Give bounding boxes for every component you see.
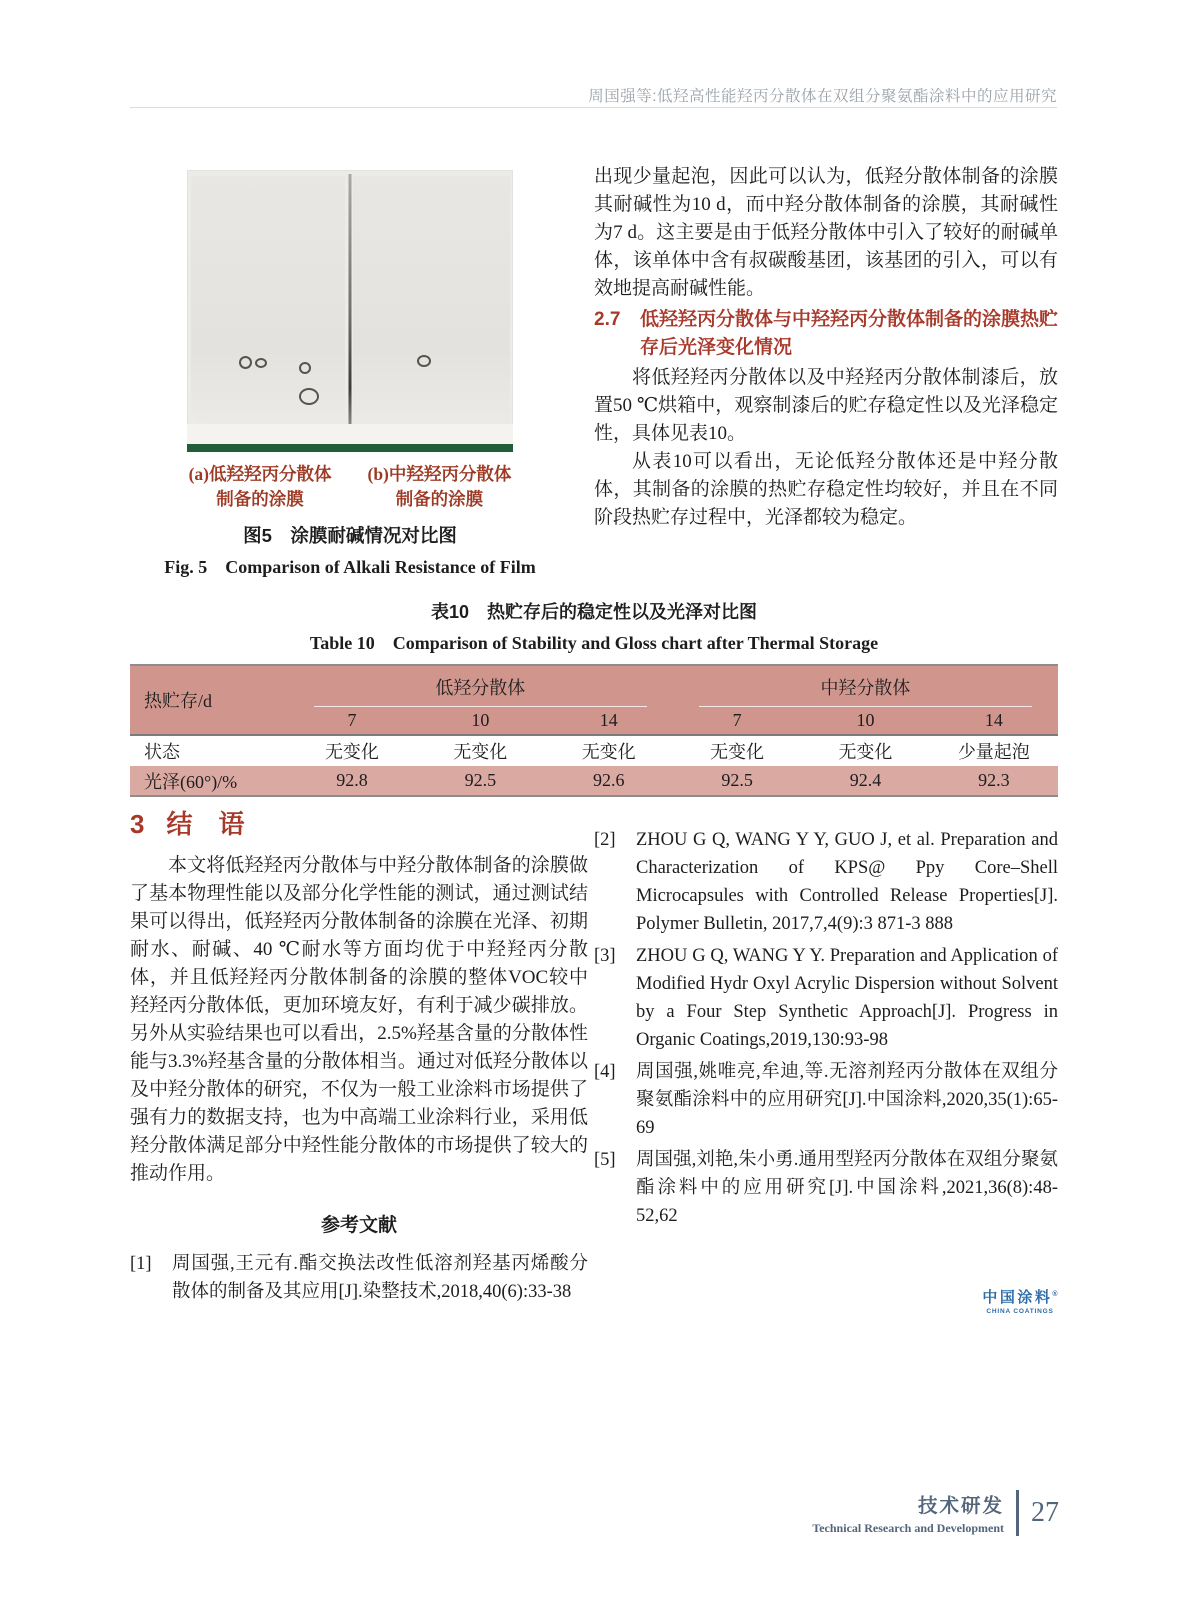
section-title: 结 语 (166, 809, 245, 839)
pen-mark (255, 358, 267, 368)
table-10-block (130, 598, 1058, 797)
pen-mark (299, 362, 311, 374)
section-number: 3 (130, 809, 145, 839)
pen-mark (299, 388, 319, 405)
subcaption-a: (a)低羟羟丙分散体 制备的涂膜 (188, 464, 332, 510)
reference-item-4 (594, 1058, 1058, 1142)
paragraph-storage-1: 将低羟羟丙分散体以及中羟羟丙分散体制漆后，放置50 ℃烘箱中，观察制漆后的贮存稳定性以及光泽稳定性，具体见表10。 (594, 367, 1058, 444)
table-10 (130, 664, 1058, 797)
green-edge-strip (187, 444, 513, 452)
subcaption-b: (b)中羟羟丙分散体 制备的涂膜 (367, 464, 512, 510)
film-panel-left (191, 176, 345, 424)
group-low-oh: 低羟分散体 (288, 665, 673, 707)
table-10-title-cn: 表10 热贮存后的稳定性以及光泽对比图 (430, 602, 758, 622)
references-heading: 参考文献 (320, 1215, 397, 1236)
table-corner-cell: 热贮存/d (130, 665, 288, 735)
pen-mark (239, 356, 252, 369)
reference-number: [1] (130, 1254, 152, 1274)
footer-section-labels (812, 1490, 1004, 1536)
table-row-state: 状态 无变化 无变化 无变化 无变化 无变化 少量起泡 (130, 735, 1058, 766)
figure-5 (130, 170, 570, 579)
registered-mark-icon: ® (1052, 1291, 1058, 1298)
china-coatings-logo (972, 1286, 1068, 1315)
reference-item-3 (594, 942, 1058, 1054)
reference-text: ZHOU G Q, WANG Y Y, GUO J, et al. Preparation and Characterization of KPS@ Ppy Core–Shell Microcapsules with Controlled Release Properties[J]. Polymer Bulletin, 2017,7,4(9):3 871-3 888 (636, 830, 1058, 934)
reference-number: [4] (594, 1062, 616, 1082)
logo-name-en: CHINA COATINGS (986, 1308, 1054, 1315)
figure-5-caption-cn: 图5 涂膜耐碱情况对比图 (243, 524, 457, 546)
column-right-bottom (594, 826, 1058, 1234)
panel-divider-line (349, 174, 352, 426)
logo-name-cn: 中国涂料® (982, 1289, 1058, 1306)
reference-item-1 (130, 1250, 588, 1306)
pen-mark (417, 355, 431, 367)
reference-item-5 (594, 1146, 1058, 1230)
figure-5-photo (187, 170, 513, 452)
footer-section-cn: 技术研发 (917, 1495, 1004, 1517)
section-title: 低羟羟丙分散体与中羟羟丙分散体制备的涂膜热贮存后光泽变化情况 (640, 309, 1059, 358)
table-header-days: 7 10 14 7 10 14 (130, 707, 1058, 735)
running-head: 周国强等:低羟高性能羟丙分散体在双组分聚氨酯涂料中的应用研究 (588, 88, 1057, 105)
table-edge-strip (187, 424, 513, 444)
figure-5-caption-en: Fig. 5 Comparison of Alkali Resistance of Film (164, 556, 536, 577)
table-row-gloss: 光泽(60°)/% 92.8 92.5 92.6 92.5 92.4 92.3 (130, 766, 1058, 796)
reference-text: 周国强,王元有.酯交换法改性低溶剂羟基丙烯酸分散体的制备及其应用[J].染整技术,2018,40(6):33-38 (172, 1254, 588, 1302)
column-left-bottom (130, 810, 588, 1310)
reference-number: [3] (594, 946, 616, 966)
footer-section-en: Technical Research and Development (812, 1521, 1004, 1535)
header-divider (130, 107, 1057, 108)
section-number: 2.7 (594, 309, 621, 330)
footer-divider-bar (1016, 1490, 1019, 1536)
page-number: 27 (1031, 1497, 1059, 1528)
paragraph-alkali: 出现少量起泡，因此可以认为，低羟分散体制备的涂膜其耐碱性为10 d，而中羟分散体制备的涂膜，其耐碱性为7 d。这主要是由于低羟分散体中引入了较好的耐碱单体，该单体中含有叔碳酸基团，该基团的引入，可以有效地提高耐碱性能。 (594, 166, 1058, 299)
reference-item-2 (594, 826, 1058, 938)
paragraph-storage-2: 从表10可以看出，无论低羟分散体还是中羟分散体，其制备的涂膜的热贮存稳定性均较好，并且在不同阶段热贮存过程中，光泽都较为稳定。 (594, 451, 1058, 528)
section-2-7-heading (594, 306, 1058, 362)
column-right-top (594, 163, 1058, 532)
reference-text: ZHOU G Q, WANG Y Y. Preparation and Application of Modified Hydr Oxyl Acrylic Dispersion without Solvent by a Four Step Synthetic Approach[J]. Progress in Organic Coatings,2019,130:93-98 (636, 946, 1058, 1050)
table-header-groups (130, 665, 1058, 707)
page-footer (812, 1490, 1059, 1536)
conclusion-paragraph: 本文将低羟羟丙分散体与中羟分散体制备的涂膜做了基本物理性能以及部分化学性能的测试，通过测试结果可以得出，低羟羟丙分散体制备的涂膜在光泽、初期耐水、耐碱、40 ℃耐水等方面均优于中羟羟丙分散体，并且低羟羟丙分散体制备的涂膜的整体VOC较中羟羟丙分散体低，更加环境友好，有利于减少碳排放。另外从实验结果也可以看出，2.5%羟基含量的分散体性能与3.3%羟基含量的分散体相当。通过对低羟分散体以及中羟分散体的研究，不仅为一般工业涂料市场提供了强有力的数据支持，也为中高端工业涂料行业，采用低羟分散体满足部分中羟性能分散体的市场提供了较大的推动作用。 (130, 855, 588, 1184)
table-10-title-en: Table 10 Comparison of Stability and Gloss chart after Thermal Storage (309, 633, 879, 653)
group-mid-oh: 中羟分散体 (673, 665, 1058, 707)
film-panel-right (353, 176, 510, 424)
reference-text: 周国强,姚唯亮,牟迪,等.无溶剂羟丙分散体在双组分聚氨酯涂料中的应用研究[J].中国涂料,2020,35(1):65-69 (636, 1062, 1058, 1138)
reference-number: [2] (594, 830, 616, 850)
section-3-heading (130, 810, 588, 838)
reference-text: 周国强,刘艳,朱小勇.通用型羟丙分散体在双组分聚氨酯涂料中的应用研究[J].中国涂料,2021,36(8):48-52,62 (636, 1150, 1058, 1226)
reference-number: [5] (594, 1150, 616, 1170)
figure-5-subcaptions (130, 462, 570, 513)
